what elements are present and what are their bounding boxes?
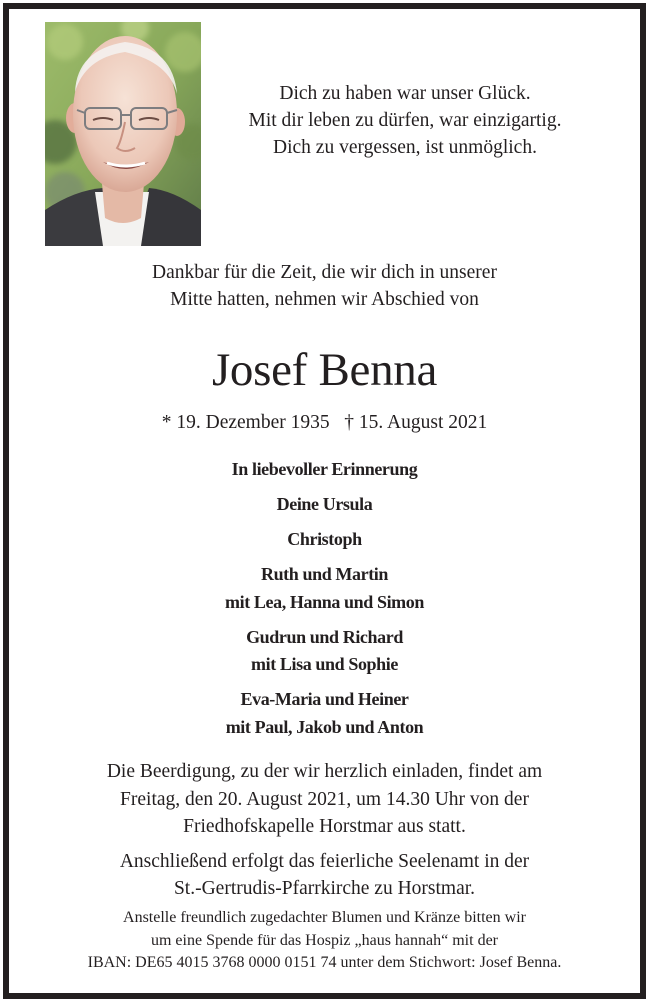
intro-line: Mitte hatten, nehmen wir Abschied von bbox=[170, 289, 479, 310]
family-group bbox=[0, 686, 649, 741]
family-group bbox=[0, 456, 649, 484]
family-member: Eva-Maria und Heiner bbox=[240, 689, 409, 709]
donation-notice bbox=[0, 907, 649, 975]
requiem-line: St.-Gertrudis-Pfarrkirche zu Horstmar. bbox=[173, 878, 476, 899]
intro-line: Dankbar für die Zeit, die wir dich in unserer bbox=[152, 262, 497, 283]
funeral-details bbox=[0, 758, 649, 910]
family-member: Christoph bbox=[287, 529, 362, 549]
quote-line: Mit dir leben zu dürfen, war einzigartig. bbox=[248, 110, 562, 131]
donation-line: um eine Spende für das Hospiz „haus hannah“ mit der bbox=[150, 931, 498, 949]
family-member: Ruth und Martin bbox=[260, 564, 389, 584]
family-group bbox=[0, 561, 649, 616]
quote-line: Dich zu haben war unser Glück. bbox=[279, 83, 531, 104]
requiem-paragraph bbox=[0, 848, 649, 903]
birth-date: * 19. Dezember 1935 bbox=[161, 412, 330, 433]
memorial-quote bbox=[222, 80, 588, 161]
farewell-intro bbox=[0, 259, 649, 313]
family-children: mit Lisa und Sophie bbox=[251, 654, 398, 674]
deceased-name: Josef Benna bbox=[211, 344, 438, 396]
family-group bbox=[0, 491, 649, 519]
death-date: † 15. August 2021 bbox=[344, 412, 488, 433]
family-signatures bbox=[0, 456, 649, 749]
portrait-photo bbox=[45, 22, 201, 246]
family-group bbox=[0, 624, 649, 679]
family-children: mit Paul, Jakob und Anton bbox=[225, 716, 424, 737]
quote-line: Dich zu vergessen, ist unmöglich. bbox=[273, 137, 537, 158]
funeral-line: Die Beerdigung, zu der wir herzlich einladen, findet am bbox=[106, 761, 543, 782]
donation-iban-line: IBAN: DE65 4015 3768 0000 0151 74 unter dem Stichwort: Josef Benna. bbox=[87, 954, 562, 971]
family-group bbox=[0, 526, 649, 554]
funeral-line: Freitag, den 20. August 2021, um 14.30 Uhr von der bbox=[120, 788, 529, 810]
requiem-line: Anschließend erfolgt das feierliche Seelenamt in der bbox=[119, 850, 530, 872]
life-dates bbox=[0, 409, 649, 436]
remembrance-line: In liebevoller Erinnerung bbox=[231, 459, 418, 479]
funeral-line: Friedhofskapelle Horstmar aus statt. bbox=[183, 816, 466, 837]
donation-line: Anstelle freundlich zugedachter Blumen und Kränze bitten wir bbox=[123, 909, 526, 926]
portrait-image bbox=[45, 22, 201, 246]
funeral-paragraph bbox=[0, 758, 649, 841]
family-children: mit Lea, Hanna und Simon bbox=[225, 591, 424, 612]
family-member: Gudrun und Richard bbox=[246, 626, 403, 647]
family-member: Deine Ursula bbox=[276, 494, 373, 514]
